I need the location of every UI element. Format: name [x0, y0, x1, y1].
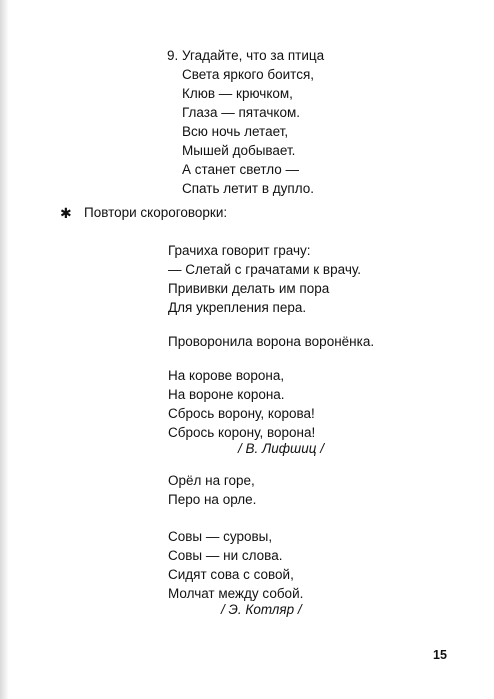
twister-line: Проворонила ворона воронёнка.	[168, 334, 375, 349]
twister-line: Для укрепления пера.	[168, 300, 307, 315]
twister-line: Орёл на горе,	[168, 473, 255, 488]
riddle-line: Глаза — пятачком.	[182, 105, 300, 120]
twister-line: На вороне корона.	[168, 387, 285, 402]
twister-line: Грачиха говорит грачу:	[168, 243, 311, 258]
page-edge-shadow	[0, 0, 9, 699]
riddle-line: 9. Угадайте, что за птица	[167, 48, 325, 63]
author-signature: / Э. Котляр /	[221, 602, 302, 617]
twister-line: Молчат между собой.	[168, 586, 304, 601]
riddle-line: А станет светло —	[182, 162, 299, 177]
riddle-line: Всю ночь летает,	[182, 124, 289, 139]
twister-line: Перо на орле.	[168, 492, 257, 507]
twister-line: — Слетай с грачатами к врачу.	[168, 262, 362, 277]
page-number: 15	[433, 648, 447, 662]
asterisk-bullet-icon: ✱	[60, 205, 72, 221]
twister-line: Сидят сова с совой,	[168, 567, 294, 582]
twister-line: Прививки делать им пора	[168, 281, 330, 296]
twister-line: На корове ворона,	[168, 368, 285, 383]
riddle-line: Спать летит в дупло.	[182, 181, 314, 196]
twister-line: Сбрось корону, ворона!	[168, 425, 316, 440]
riddle-line: Мышей добывает.	[182, 143, 296, 158]
twister-line: Сбрось ворону, корова!	[168, 406, 315, 421]
riddle-line: Клюв — крючком,	[182, 86, 293, 101]
section-heading: Повтори скороговорки:	[84, 205, 228, 220]
author-signature: / В. Лифшиц /	[238, 441, 324, 456]
riddle-line: Света яркого боится,	[182, 67, 315, 82]
twister-line: Совы — ни слова.	[168, 548, 283, 563]
twister-line: Совы — суровы,	[168, 529, 273, 544]
